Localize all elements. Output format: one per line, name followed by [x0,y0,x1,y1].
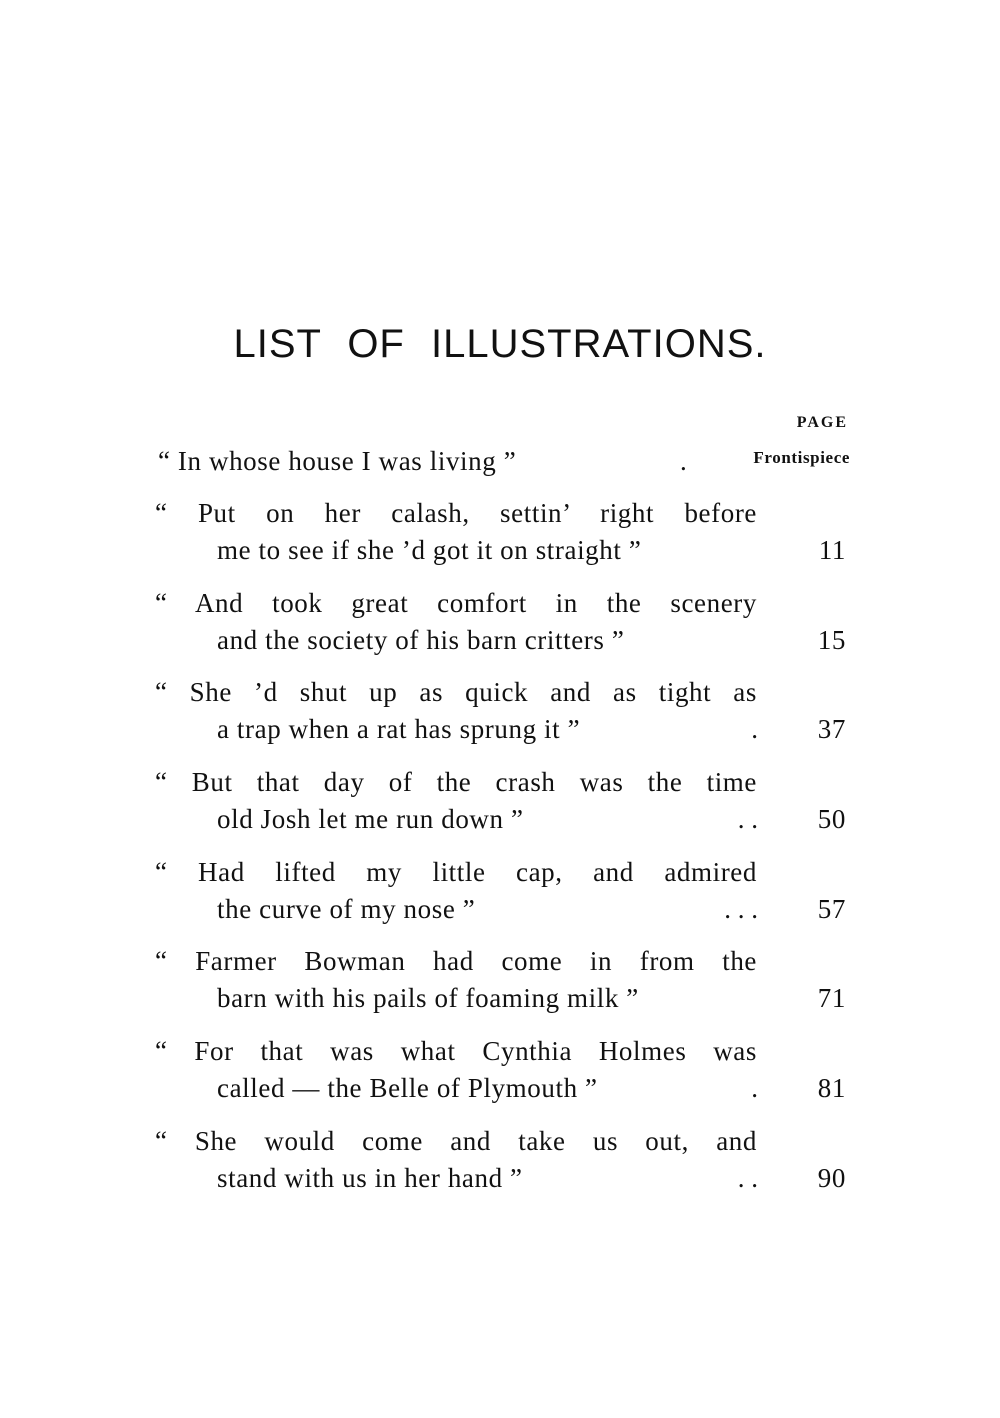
illustration-entry [155,495,850,569]
dot-leaders: . [751,1073,758,1103]
dot-leaders: . . [737,804,758,834]
entry-page: 81 [817,1073,846,1103]
dot-leaders: . [751,714,758,744]
page-column-header: PAGE [796,414,848,431]
entry-page: 71 [817,983,846,1013]
illustration-entry [155,764,850,838]
illustration-entry [155,854,850,928]
illustration-entry [155,674,850,748]
entry-caption-line2: me to see if she ’d got it on straight ” [217,535,642,565]
entry-caption-line1: “ Put on her calash, settin’ right before [155,498,757,528]
entry-caption-line1: “ And took great comfort in the scenery [155,588,757,618]
entry-caption-line1: “ But that day of the crash was the time [155,767,757,797]
entry-page: 37 [817,714,846,744]
entry-caption-line2: barn with his pails of foaming milk ” [217,983,639,1013]
entry-page: 57 [817,894,846,924]
entry-caption-line1: “ For that was what Cynthia Holmes was [155,1036,757,1066]
dot-leaders: . . [737,1163,758,1193]
entry-page: Frontispiece [753,448,850,467]
entry-caption: “ In whose house I was living ” [158,446,517,476]
entry-caption-line1: “ Had lifted my little cap, and admired [155,857,757,887]
entry-caption-line2: a trap when a rat has sprung it ” [217,714,581,744]
entry-caption-line1: “ She would come and take us out, and [155,1126,757,1156]
dot-leaders: . [680,446,688,476]
page-title: LIST OF ILLUSTRATIONS. [233,322,767,366]
entry-caption-line2: called — the Belle of Plymouth ” [217,1073,598,1103]
illustration-entry [155,585,850,659]
entry-page: 15 [817,625,846,655]
entry-page: 11 [818,535,846,565]
illustration-entry-frontispiece [158,443,850,480]
illustration-entry [155,1033,850,1107]
entry-caption-line1: “ She ’d shut up as quick and as tight as [155,677,757,707]
dot-leaders: . . . [724,894,758,924]
entry-caption-line2: and the society of his barn critters ” [217,625,625,655]
entry-caption-line2: stand with us in her hand ” [217,1163,523,1193]
entry-page: 50 [817,804,846,834]
entry-page: 90 [817,1163,846,1193]
illustration-entry [155,1123,850,1197]
entry-caption-line1: “ Farmer Bowman had come in from the [155,946,757,976]
illustration-entry [155,943,850,1017]
entry-caption-line2: old Josh let me run down ” [217,804,524,834]
entry-caption-line2: the curve of my nose ” [217,894,476,924]
